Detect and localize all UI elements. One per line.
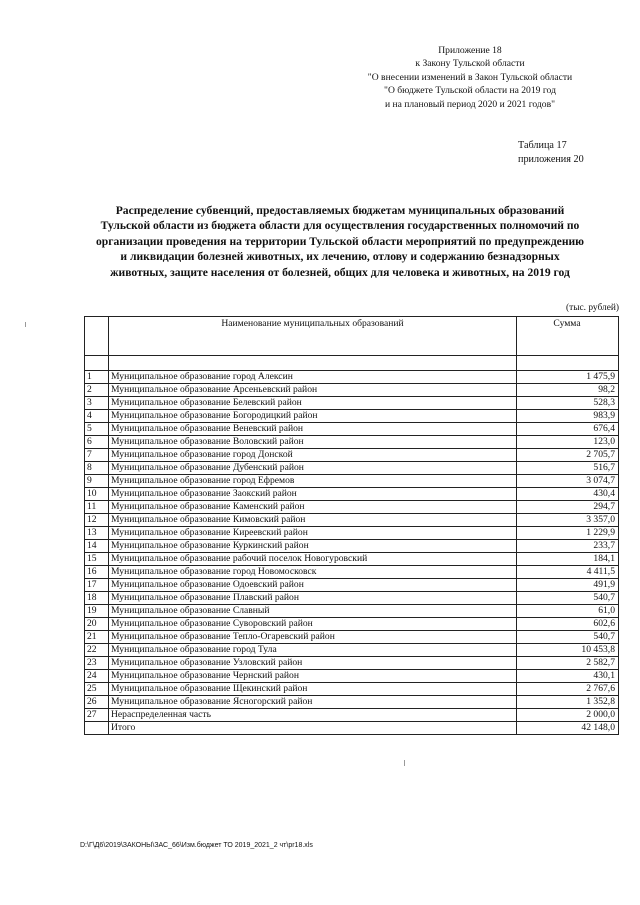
row-number: 22 [85, 644, 109, 657]
row-sum: 3 074,7 [517, 475, 619, 488]
table-row [85, 449, 619, 462]
spacer-cell [85, 356, 109, 371]
spacer-cell [109, 356, 517, 371]
table-row [85, 631, 619, 644]
table-ref-line1: Таблица 17 [518, 140, 567, 151]
row-sum: 233,7 [517, 540, 619, 553]
units-label: (тыс. рублей) [565, 303, 619, 313]
total-row [85, 722, 619, 735]
total-label: Итого [109, 722, 517, 735]
row-sum: 61,0 [517, 605, 619, 618]
total-num-cell [85, 722, 109, 735]
row-number: 17 [85, 579, 109, 592]
table-row [85, 709, 619, 722]
table-ref-line2: приложения 20 [518, 154, 584, 165]
row-number: 9 [85, 475, 109, 488]
row-number: 2 [85, 384, 109, 397]
row-number: 25 [85, 683, 109, 696]
table-row [85, 592, 619, 605]
row-sum: 983,9 [517, 410, 619, 423]
table-row [85, 644, 619, 657]
total-sum: 42 148,0 [517, 722, 619, 735]
header-line: и на плановый период 2020 и 2021 годов" [384, 98, 556, 110]
row-sum: 430,4 [517, 488, 619, 501]
row-sum: 2 705,7 [517, 449, 619, 462]
document-title [60, 203, 620, 280]
row-sum: 98,2 [517, 384, 619, 397]
row-number: 7 [85, 449, 109, 462]
scan-mark [25, 322, 26, 327]
row-number: 23 [85, 657, 109, 670]
row-sum: 540,7 [517, 631, 619, 644]
row-name: Муниципальное образование Дубенский район [109, 462, 517, 475]
appendix-header [340, 44, 600, 111]
header-sum-cell: Сумма [517, 317, 619, 356]
spacer-cell [517, 356, 619, 371]
row-number: 16 [85, 566, 109, 579]
row-number: 20 [85, 618, 109, 631]
row-sum: 1 229,9 [517, 527, 619, 540]
row-name: Муниципальное образование Ясногорский район [109, 696, 517, 709]
row-number: 1 [85, 371, 109, 384]
row-name: Муниципальное образование Тепло-Огаревский район [109, 631, 517, 644]
row-name: Муниципальное образование город Ефремов [109, 475, 517, 488]
row-name: Муниципальное образование Славный [109, 605, 517, 618]
subvention-table [84, 316, 619, 735]
table-row [85, 462, 619, 475]
table-row [85, 501, 619, 514]
table-row [85, 436, 619, 449]
row-number: 15 [85, 553, 109, 566]
row-sum: 2 582,7 [517, 657, 619, 670]
table-row [85, 371, 619, 384]
row-number: 14 [85, 540, 109, 553]
row-sum: 430,1 [517, 670, 619, 683]
row-name: Муниципальное образование Богородицкий район [109, 410, 517, 423]
title-line: организации проведения на территории Тульской области мероприятий по предупреждению [95, 234, 585, 248]
row-sum: 184,1 [517, 553, 619, 566]
row-number: 27 [85, 709, 109, 722]
table-row [85, 579, 619, 592]
table-row [85, 397, 619, 410]
row-name: Муниципальное образование город Алексин [109, 371, 517, 384]
row-number: 3 [85, 397, 109, 410]
row-sum: 10 453,8 [517, 644, 619, 657]
row-name: Муниципальное образование Плавский район [109, 592, 517, 605]
row-number: 19 [85, 605, 109, 618]
row-sum: 123,0 [517, 436, 619, 449]
row-name: Муниципальное образование город Тула [109, 644, 517, 657]
table-row [85, 540, 619, 553]
row-number: 10 [85, 488, 109, 501]
row-name: Муниципальное образование Куркинский район [109, 540, 517, 553]
row-name: Муниципальное образование Белевский район [109, 397, 517, 410]
row-number: 26 [85, 696, 109, 709]
row-sum: 2 000,0 [517, 709, 619, 722]
row-sum: 1 475,9 [517, 371, 619, 384]
row-number: 21 [85, 631, 109, 644]
row-name: Муниципальное образование Одоевский район [109, 579, 517, 592]
row-number: 6 [85, 436, 109, 449]
row-name: Муниципальное образование Арсеньевский район [109, 384, 517, 397]
file-path-footer: D:\Г\Д6\2019\ЗАКОНЫ\ЗАС_66\Изм.бюджет ТО 2019_2021_2 чт\pr18.xls [80, 842, 313, 849]
row-sum: 2 767,6 [517, 683, 619, 696]
table-row [85, 605, 619, 618]
title-line: Тульской области из бюджета области для осуществления государственных полномочий по [100, 219, 580, 233]
row-name: Муниципальное образование город Донской [109, 449, 517, 462]
row-number: 5 [85, 423, 109, 436]
row-name: Муниципальное образование Воловский район [109, 436, 517, 449]
row-name: Муниципальное образование Каменский район [109, 501, 517, 514]
row-name: Муниципальное образование Кимовский район [109, 514, 517, 527]
row-sum: 491,9 [517, 579, 619, 592]
title-line: животных, защите населения от болезней, общих для человека и животных, на 2019 год [110, 265, 570, 279]
table-row [85, 670, 619, 683]
row-name: Муниципальное образование Узловский район [109, 657, 517, 670]
scan-mark [404, 760, 405, 766]
row-sum: 528,3 [517, 397, 619, 410]
table-row [85, 384, 619, 397]
row-name: Муниципальное образование Веневский район [109, 423, 517, 436]
table-row [85, 514, 619, 527]
table-row [85, 488, 619, 501]
table-row [85, 423, 619, 436]
table-row [85, 566, 619, 579]
table-row [85, 696, 619, 709]
table-reference [518, 139, 584, 167]
table-row [85, 553, 619, 566]
row-name: Нераспределенная часть [109, 709, 517, 722]
row-name: Муниципальное образование Заокский район [109, 488, 517, 501]
table-row [85, 657, 619, 670]
table-row [85, 618, 619, 631]
table-header-row [85, 317, 619, 356]
row-name: Муниципальное образование рабочий поселок Новогуровский [109, 553, 517, 566]
title-line: и ликвидации болезней животных, их лечению, отлову и содержанию безнадзорных [120, 250, 560, 264]
row-number: 8 [85, 462, 109, 475]
row-sum: 4 411,5 [517, 566, 619, 579]
table-row [85, 410, 619, 423]
row-number: 13 [85, 527, 109, 540]
table-row [85, 475, 619, 488]
row-sum: 540,7 [517, 592, 619, 605]
header-line: Приложение 18 [438, 45, 502, 56]
row-number: 24 [85, 670, 109, 683]
row-name: Муниципальное образование Чернский район [109, 670, 517, 683]
row-sum: 1 352,8 [517, 696, 619, 709]
header-line: "О внесении изменений в Закон Тульской области [367, 71, 573, 83]
row-sum: 516,7 [517, 462, 619, 475]
spacer-row [85, 356, 619, 371]
header-line: "О бюджете Тульской области на 2019 год [384, 85, 556, 97]
row-name: Муниципальное образование Суворовский район [109, 618, 517, 631]
table-body [85, 356, 619, 735]
row-name: Муниципальное образование город Новомосковск [109, 566, 517, 579]
row-sum: 294,7 [517, 501, 619, 514]
row-number: 11 [85, 501, 109, 514]
title-line: Распределение субвенций, предоставляемых бюджетам муниципальных образований [115, 204, 565, 217]
row-name: Муниципальное образование Киреевский район [109, 527, 517, 540]
header-num-cell [85, 317, 109, 356]
header-line: к Закону Тульской области [415, 58, 525, 70]
row-sum: 602,6 [517, 618, 619, 631]
row-number: 12 [85, 514, 109, 527]
table-row [85, 683, 619, 696]
row-name: Муниципальное образование Щекинский район [109, 683, 517, 696]
header-name-cell: Наименование муниципальных образований [109, 317, 517, 356]
row-sum: 3 357,0 [517, 514, 619, 527]
row-number: 18 [85, 592, 109, 605]
row-number: 4 [85, 410, 109, 423]
table-row [85, 527, 619, 540]
row-sum: 676,4 [517, 423, 619, 436]
